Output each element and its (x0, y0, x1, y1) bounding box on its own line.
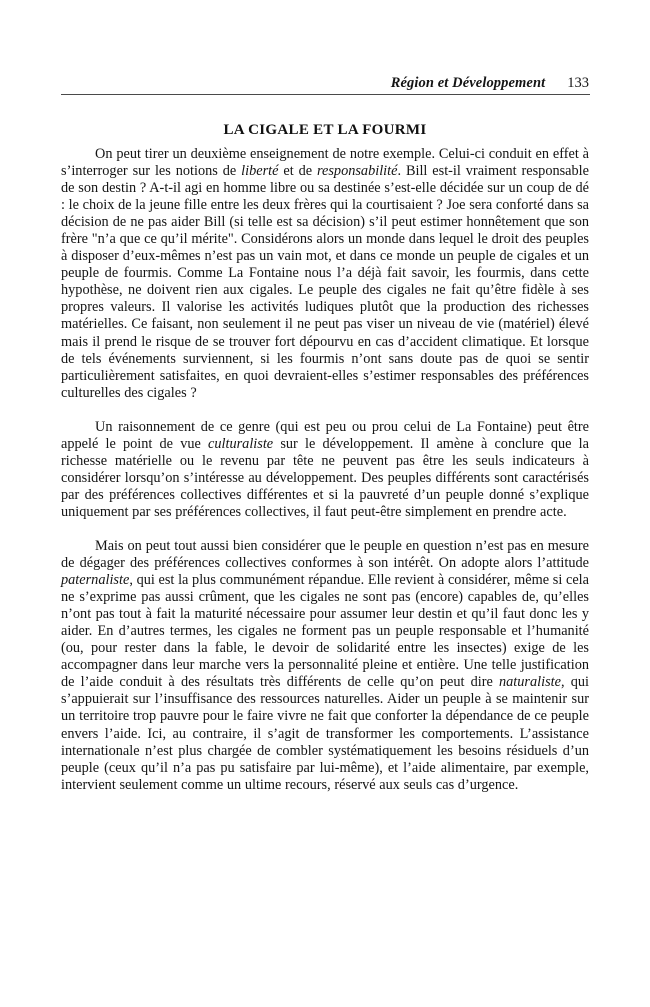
body-text-column (61, 146, 589, 794)
text-run: , qui est la plus communément répandue. Elle revient à considérer, même si cela ne s’exprime pas aussi crûment, que les cigales ne sont pas (encore) capables de, qu’elles n’ont pas tout à fait la maturité nécessaire pour assumer leur destin et qu’il faut donc les y aider. En d’autres termes, les cigales ne forment pas un peuple responsable et l’humanité (ou, pour rester dans la fable, le devoir de solidarité entre les insectes) exige de les accompagner dans leur marche vers la personnalité pleine et entière. Une telle justification de l’aide conduit à des résultats très différents de celle qu’on peut dire (61, 572, 589, 691)
paragraph-2 (61, 419, 589, 521)
text-run: et de (278, 163, 317, 180)
paragraph-1 (61, 146, 589, 402)
text-run: sur le développement. Il amène à conclure que la richesse matérielle ou le revenu par tête ne peuvent pas être les seuls indicateurs à considérer lorsqu’on s’intéresse au développement. Des peuples différents sont caractérisés par des préférences collectives différentes et si la pauvreté d’un peuple donné s’explique uniquement par ses préférences collectives, il faut peut-être simplement en prendre acte. (61, 435, 589, 520)
emphasised-term: culturaliste (208, 435, 274, 452)
text-run: Mais on peut tout aussi bien considérer que le peuple en question n’est pas en mesure de dégager des préférences collectives conformes à son intérêt. On adopte alors l’attitude (61, 537, 589, 572)
emphasised-term: paternaliste (61, 572, 130, 589)
section-heading: LA CIGALE ET LA FOURMI (223, 122, 427, 139)
emphasised-term: liberté (241, 163, 279, 180)
text-run: Un raisonnement de ce genre (qui est peu ou prou celui de La Fontaine) peut être appelé le point de vue (61, 418, 589, 452)
text-run: On peut tirer un deuxième enseignement de notre exemple. Celui-ci conduit en effet à s’interroger sur les notions de (61, 146, 589, 180)
emphasised-term: naturaliste (499, 674, 561, 691)
journal-title: Région et Développement (390, 74, 546, 91)
emphasised-term: responsabilité (316, 163, 398, 180)
text-run: . Bill est-il vraiment responsable de son destin ? A-t-il agi en homme libre ou sa destinée s’est-elle décidée sur un coup de dé : le choix de la jeune fille entre les deux frères qui la courtisaient ? Joe sera conforté dans sa décision de ne pas aider Bill (si telle est sa décision) s’il peut estimer honnêtement que son frère "n’a que ce qu’il mérite". Considérons alors un monde dans lequel le droit des peuples à disposer d’eux-mêmes n’est pas un vain mot, et dans ce monde un peuple de cigales et un peuple de fourmis. Comme La Fontaine nous l’a déjà fait savoir, les fourmis, dans cette hypothèse, ne doivent rien aux cigales. Le peuple des cigales ne fait qu’être fidèle à ses propres valeurs. Il valorise les activités ludiques plutôt que la production des richesses matérielles. Ce faisant, non seulement il ne peut pas viser un niveau de vie (matériel) élevé mais il prend le risque de se trouver fort dépourvu en cas d’accident climatique. Et lorsque de tels événements surviennent, si les fourmis n’ont sans doute pas de quoi se sentir particulièrement satisfaites, en quoi devraient-elles s’estimer responsables des préférences culturelles des cigales ? (61, 163, 589, 401)
paragraph-3 (61, 538, 589, 794)
running-head (61, 66, 589, 90)
page-number: 133 (567, 74, 589, 91)
header-rule-divider (61, 94, 590, 95)
text-run: , qui s’appuierait sur l’insuffisance des ressources naturelles. Aider un peuple à se maintenir sur un territoire trop pauvre pour le faire vivre ne fait que conforter la dépendance de ce peuple envers l’aide. Ici, au contraire, il s’agit de transformer les comportements. L’assistance internationale n’est plus chargée de combler systématiquement les besoins résiduels d’un peuple (ceux qu’il n’a pas pu satisfaire par lui-même), et l’aide alimentaire, par exemple, intervient seulement comme un ultime recours, réservé aux seuls cas d’urgence. (61, 674, 589, 793)
